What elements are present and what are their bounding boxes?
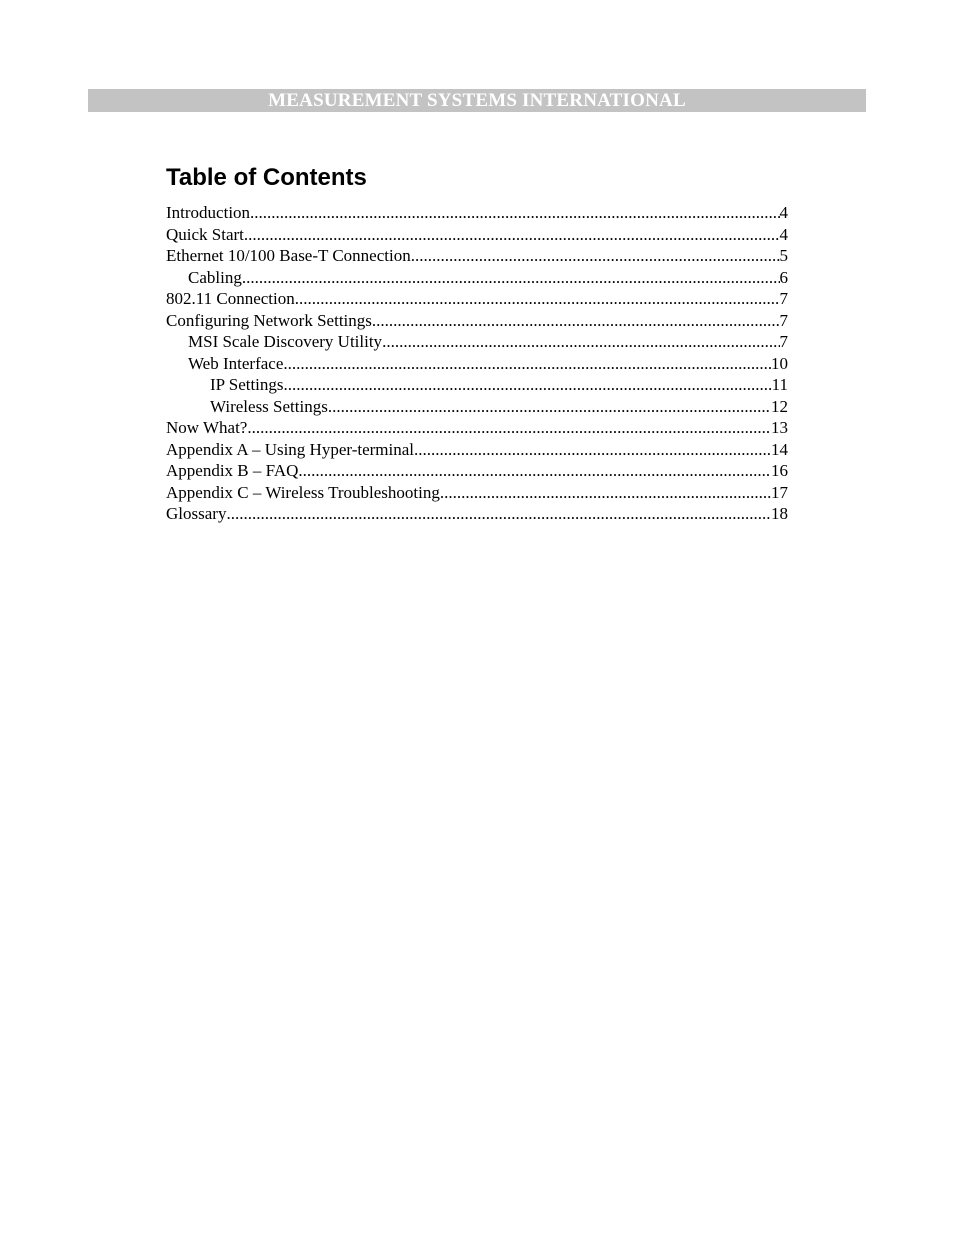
toc-entry-appendix-a[interactable] — [166, 439, 788, 461]
toc-entry-80211-connection[interactable] — [166, 288, 788, 310]
toc-entry-page: 18 — [771, 504, 788, 523]
toc-entry-label: 802.11 Connection — [166, 289, 295, 308]
toc-entry-page: 13 — [771, 418, 788, 437]
toc-entry-cabling[interactable] — [166, 267, 788, 289]
toc-entry-label: Appendix C – Wireless Troubleshooting — [166, 482, 440, 502]
toc-entry-label: Introduction — [166, 203, 251, 222]
toc-entry-page: 7 — [779, 289, 788, 308]
toc-entry-label: Appendix A – Using Hyper-terminal — [166, 439, 415, 459]
toc-entry-ethernet-connection[interactable] — [166, 245, 788, 267]
toc-entry-label: Glossary — [166, 504, 227, 523]
toc-entry-introduction[interactable] — [166, 202, 788, 224]
company-name: MEASUREMENT SYSTEMS INTERNATIONAL — [268, 90, 686, 111]
toc-entry-label: Appendix B – FAQ — [166, 461, 299, 480]
document-header-bar — [88, 89, 866, 112]
toc-entry-page: 4 — [779, 203, 788, 222]
toc-entry-web-interface[interactable] — [166, 353, 788, 375]
toc-entry-page: 17 — [771, 482, 788, 502]
toc-entry-page: 16 — [771, 461, 788, 480]
toc-entry-label: Now What? — [166, 418, 248, 437]
toc-entry-ip-settings[interactable] — [166, 374, 788, 396]
toc-entry-page: 5 — [779, 246, 788, 265]
toc-entry-label: Web Interface — [188, 353, 284, 373]
toc-entry-msi-scale-discovery-utility[interactable] — [166, 331, 788, 353]
toc-entry-label: Quick Start — [166, 224, 244, 244]
toc-entry-configuring-network-settings[interactable] — [166, 310, 788, 332]
toc-entry-page: 6 — [779, 267, 788, 287]
toc-entry-label: Wireless Settings — [210, 396, 328, 416]
toc-entry-page: 12 — [771, 396, 788, 416]
toc-entry-wireless-settings[interactable] — [166, 396, 788, 418]
toc-entry-now-what[interactable] — [166, 417, 788, 439]
toc-entry-page: 4 — [779, 224, 788, 244]
toc-entry-label: IP Settings — [210, 375, 284, 394]
toc-entry-glossary[interactable] — [166, 503, 788, 525]
toc-entry-label: Cabling — [188, 267, 242, 287]
toc-entry-page: 7 — [779, 332, 788, 351]
toc-entry-label: Ethernet 10/100 Base-T Connection — [166, 246, 411, 265]
toc-entry-quick-start[interactable] — [166, 224, 788, 246]
toc-entry-page: 11 — [771, 375, 788, 394]
toc-entry-page: 10 — [771, 353, 788, 373]
toc-entry-appendix-c[interactable] — [166, 482, 788, 504]
toc-title: Table of Contents — [166, 164, 367, 191]
toc-entry-label: Configuring Network Settings — [166, 310, 372, 330]
toc-entry-page: 7 — [779, 310, 788, 330]
toc-entry-appendix-b[interactable] — [166, 460, 788, 482]
toc-list — [166, 202, 788, 525]
toc-entry-label: MSI Scale Discovery Utility — [188, 332, 383, 351]
toc-entry-page: 14 — [771, 439, 788, 459]
